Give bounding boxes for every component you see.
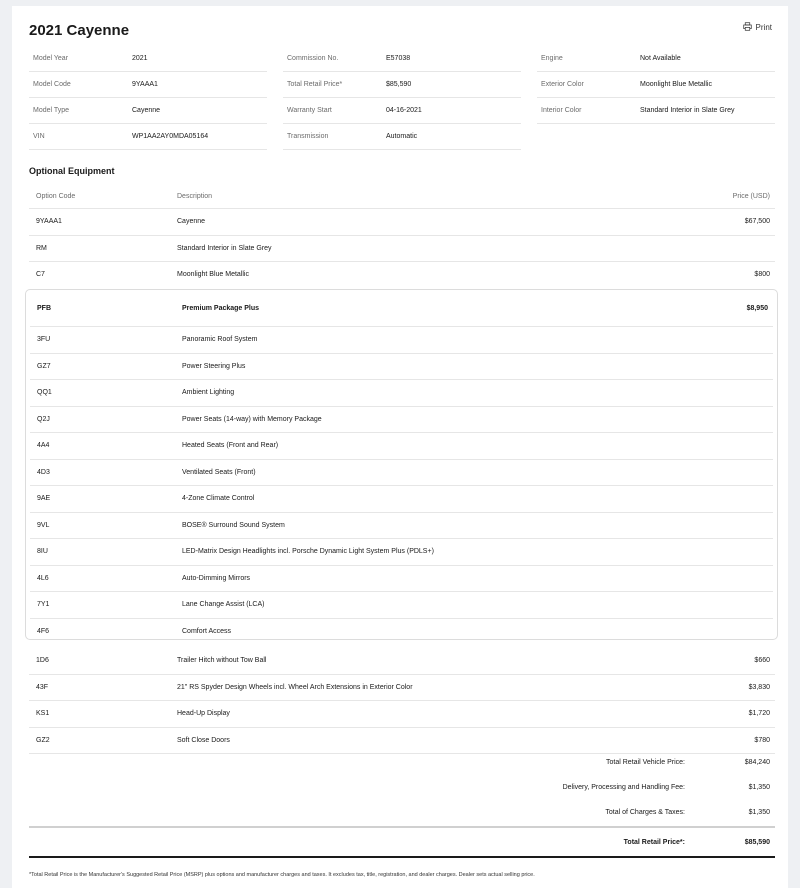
spec-label: Interior Color xyxy=(541,107,582,114)
spec-value: Not Available xyxy=(640,55,681,62)
option-description: Panoramic Roof System xyxy=(182,336,258,344)
option-description: Head-Up Display xyxy=(177,710,230,718)
print-label: Print xyxy=(755,23,772,32)
option-code: 43F xyxy=(36,683,49,691)
spec-label: Model Code xyxy=(33,81,71,88)
option-code: C7 xyxy=(36,271,45,279)
option-code: 3FU xyxy=(37,336,51,344)
package-item-row xyxy=(30,592,773,619)
spec-value: 9YAAA1 xyxy=(132,81,158,88)
package-item-row xyxy=(30,327,773,354)
option-code: KS1 xyxy=(36,710,50,718)
spec-value: E57038 xyxy=(386,55,411,62)
option-code: GZ7 xyxy=(37,362,51,370)
spec-label: Total Retail Price* xyxy=(287,81,343,88)
package-item-row xyxy=(30,460,773,487)
option-description: Power Steering Plus xyxy=(182,362,246,370)
spec-label: Warranty Start xyxy=(287,107,332,114)
option-description: Moonlight Blue Metallic xyxy=(177,271,249,279)
option-code: QQ1 xyxy=(37,389,52,397)
option-code: 4F6 xyxy=(37,627,50,635)
spec-label: Model Type xyxy=(33,107,70,114)
spec-row xyxy=(283,46,521,72)
spec-value: Automatic xyxy=(386,133,418,140)
table-row xyxy=(29,236,775,263)
spec-label: VIN xyxy=(33,133,45,140)
header-price: Price (USD) xyxy=(732,192,770,200)
option-price: $660 xyxy=(754,657,770,665)
table-row xyxy=(29,701,775,728)
option-code: GZ2 xyxy=(36,736,50,744)
package-description: Premium Package Plus xyxy=(182,304,260,312)
spec-row xyxy=(29,124,267,150)
option-description: Lane Change Assist (LCA) xyxy=(182,601,265,609)
spec-value: 04-16-2021 xyxy=(386,107,422,114)
table-row xyxy=(29,262,775,288)
option-description: Auto-Dimming Mirrors xyxy=(182,574,251,582)
charges-taxes-value: $1,350 xyxy=(748,809,770,816)
package-item-row xyxy=(30,513,773,540)
spec-value: $85,590 xyxy=(386,81,412,88)
option-code: RM xyxy=(36,244,47,252)
option-code: 7Y1 xyxy=(37,601,50,609)
grand-total-label: Total Retail Price*: xyxy=(623,838,685,846)
option-price: $67,500 xyxy=(744,218,770,226)
option-code: 1D6 xyxy=(36,657,49,665)
spec-row xyxy=(283,98,521,124)
option-price: $3,830 xyxy=(748,683,770,691)
option-description: Soft Close Doors xyxy=(177,736,230,744)
spec-value: Standard Interior in Slate Grey xyxy=(640,107,735,114)
total-vehicle-value: $84,240 xyxy=(744,759,770,766)
option-description: Trailer Hitch without Tow Ball xyxy=(177,657,267,665)
spec-value: WP1AA2AY0MDA05164 xyxy=(132,133,209,140)
spec-row xyxy=(537,98,775,124)
section-title: Optional Equipment xyxy=(29,166,115,176)
option-description: 4-Zone Climate Control xyxy=(182,495,255,503)
package-item-row xyxy=(30,354,773,381)
package-item-row xyxy=(30,619,773,645)
option-price: $780 xyxy=(754,736,770,744)
table-row xyxy=(29,675,775,702)
package-item-row xyxy=(30,407,773,434)
spec-row xyxy=(537,46,775,72)
option-price: $800 xyxy=(754,271,770,279)
option-code: 9AE xyxy=(37,495,51,503)
option-code: 4L6 xyxy=(37,574,49,582)
package-item-row xyxy=(30,380,773,407)
option-code: 8IU xyxy=(37,548,48,556)
option-description: Standard Interior in Slate Grey xyxy=(177,244,272,252)
package-item-row xyxy=(30,566,773,593)
delivery-fee-row xyxy=(29,775,775,800)
option-code: 9VL xyxy=(37,521,50,529)
spec-label: Transmission xyxy=(287,133,329,140)
grand-total-value: $85,590 xyxy=(744,838,770,846)
header-option-code: Option Code xyxy=(36,192,76,200)
package-code: PFB xyxy=(37,304,51,312)
option-code: 4A4 xyxy=(37,442,50,450)
option-price: $1,720 xyxy=(748,710,770,718)
option-description: Cayenne xyxy=(177,218,206,226)
package-item-row xyxy=(30,539,773,566)
spec-value: Moonlight Blue Metallic xyxy=(640,81,712,88)
spec-column-1 xyxy=(29,46,267,150)
equipment-list-top xyxy=(29,209,775,288)
spec-label: Model Year xyxy=(33,55,69,62)
package-header-row xyxy=(30,290,773,327)
charges-taxes-label: Total of Charges & Taxes: xyxy=(605,809,685,816)
equipment-table-header xyxy=(29,184,775,209)
charges-taxes-row xyxy=(29,800,775,825)
print-button[interactable] xyxy=(743,22,772,33)
spec-label: Exterior Color xyxy=(541,81,584,88)
delivery-fee-label: Delivery, Processing and Handling Fee: xyxy=(562,784,685,791)
option-description: Ventilated Seats (Front) xyxy=(182,468,256,476)
printer-icon xyxy=(743,22,752,33)
spec-row xyxy=(29,98,267,124)
spec-label: Engine xyxy=(541,55,563,62)
package-box xyxy=(25,289,778,640)
spec-row xyxy=(29,72,267,98)
table-row xyxy=(29,648,775,675)
spec-row xyxy=(29,46,267,72)
package-item-row xyxy=(30,486,773,513)
package-item-row xyxy=(30,433,773,460)
option-description: BOSE® Surround Sound System xyxy=(182,521,285,529)
option-description: LED-Matrix Design Headlights incl. Porsche Dynamic Light System Plus (PDLS+) xyxy=(182,548,434,556)
spec-label: Commission No. xyxy=(287,55,339,62)
header-description: Description xyxy=(177,192,213,200)
spec-column-3 xyxy=(537,46,775,124)
delivery-fee-value: $1,350 xyxy=(748,784,770,791)
spec-value: 2021 xyxy=(132,55,148,62)
option-description: Power Seats (14-way) with Memory Package xyxy=(182,415,322,423)
option-code: 9YAAA1 xyxy=(36,218,62,226)
spec-row xyxy=(537,72,775,98)
equipment-list-bottom xyxy=(29,648,775,754)
page-title: 2021 Cayenne xyxy=(29,22,130,39)
total-vehicle-label: Total Retail Vehicle Price: xyxy=(606,759,685,766)
package-price: $8,950 xyxy=(746,304,768,312)
total-vehicle-row xyxy=(29,750,775,775)
option-description: Heated Seats (Front and Rear) xyxy=(182,442,279,450)
spec-row xyxy=(283,72,521,98)
option-code: 4D3 xyxy=(37,468,50,476)
spec-value: Cayenne xyxy=(132,107,161,114)
table-row xyxy=(29,209,775,236)
option-description: Comfort Access xyxy=(182,627,232,635)
option-description: 21" RS Spyder Design Wheels incl. Wheel Arch Extensions in Exterior Color xyxy=(177,683,413,691)
footnote: *Total Retail Price is the Manufacturer's Suggested Retail Price (MSRP) plus options and manufacturer charges and taxes. It excludes tax, title, registration, and dealer charges. Dealer sets actual selling price. xyxy=(29,872,535,878)
totals-section xyxy=(29,750,775,858)
spec-row xyxy=(283,124,521,150)
option-description: Ambient Lighting xyxy=(182,389,235,397)
grand-total-row xyxy=(29,828,775,858)
option-code: Q2J xyxy=(37,415,50,423)
spec-column-2 xyxy=(283,46,521,150)
